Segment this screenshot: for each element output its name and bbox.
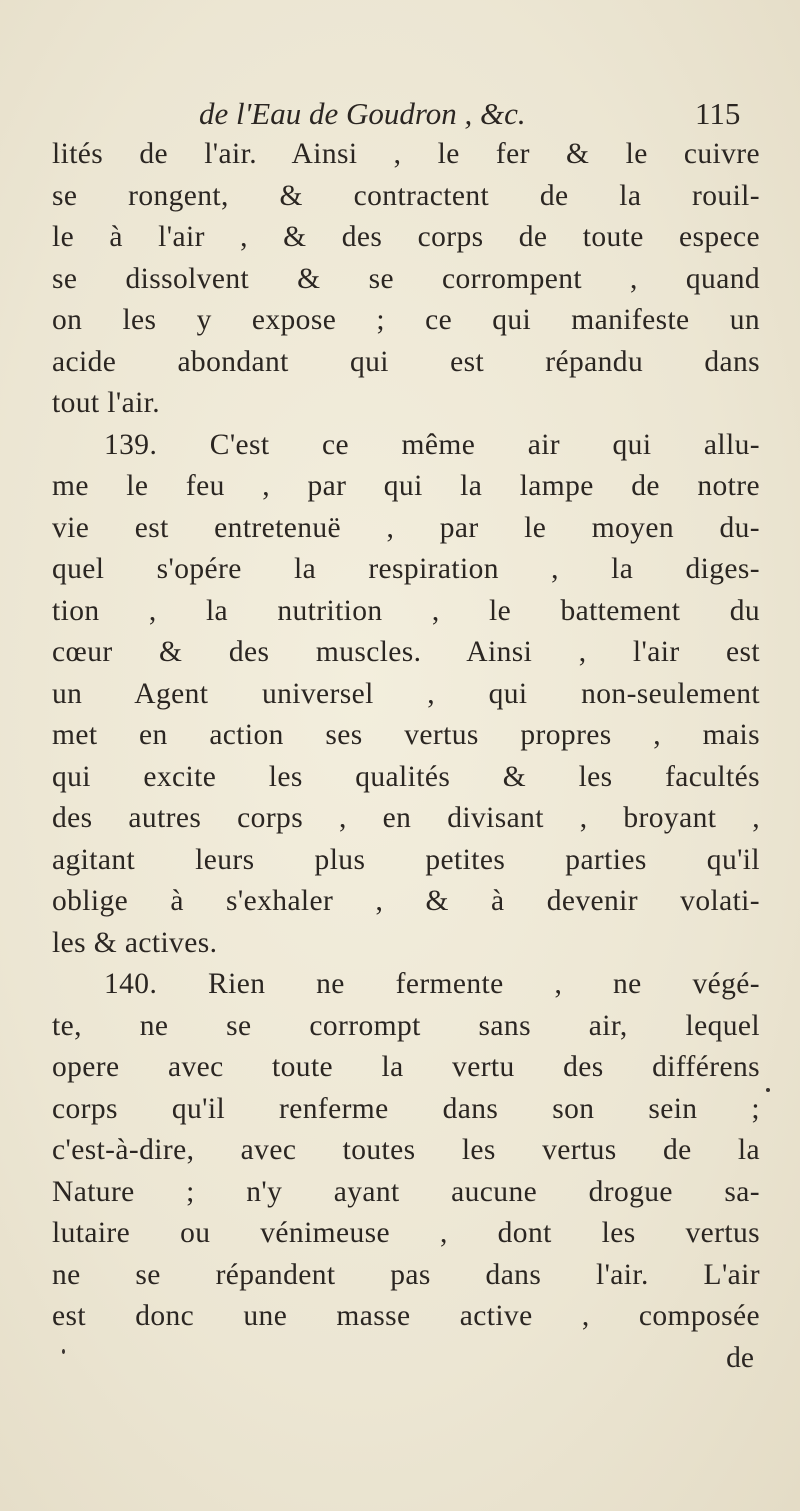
catchword: de [726, 1341, 754, 1374]
text-line: lités de l'air. Ainsi , le fer & le cuivre [52, 138, 760, 170]
text-line: quel s'opére la respiration , la diges- [52, 553, 760, 585]
text-line: oblige à s'exhaler , & à devenir volati- [52, 885, 760, 917]
body-text [52, 134, 760, 1379]
text-line: acide abondant qui est répandu dans [52, 345, 760, 378]
running-head: de l'Eau de Goudron , &c. [199, 96, 526, 131]
text-line: me le feu , par qui la lampe de notre [52, 470, 760, 502]
text-line: corps qu'il renferme dans son sein ; [52, 1092, 760, 1125]
page-number: 115 [695, 96, 741, 131]
paragraph-start-line: 139. C'est ce même air qui allu- [104, 428, 760, 461]
text-line: le à l'air , & des corps de toute espece [52, 221, 760, 253]
text-line: Nature ; n'y ayant aucune drogue sa- [52, 1175, 760, 1208]
text-line: lutaire ou vénimeuse , dont les vertus [52, 1217, 760, 1249]
text-line: un Agent universel , qui non-seulement [52, 677, 760, 710]
text-line: opere avec toute la vertu des différens [52, 1051, 760, 1083]
text-line: est donc une masse active , composée [52, 1300, 760, 1332]
text-line: agitant leurs plus petites parties qu'il [52, 843, 760, 876]
text-line: tion , la nutrition , le battement du [52, 594, 760, 627]
paragraph-start-line: 140. Rien ne fermente , ne végé- [104, 968, 760, 1000]
text-line: des autres corps , en divisant , broyant , [52, 802, 760, 834]
text-line: met en action ses vertus propres , mais [52, 719, 760, 751]
text-line: se dissolvent & se corrompent , quand [52, 262, 760, 295]
text-line: qui excite les qualités & les facultés [52, 760, 760, 793]
text-line: vie est entretenuë , par le moyen du- [52, 511, 760, 544]
text-line: les & actives. [52, 926, 218, 959]
text-line: tout l'air. [52, 387, 161, 419]
page-header [0, 92, 800, 136]
text-line: cœur & des muscles. Ainsi , l'air est [52, 636, 760, 668]
text-line: ne se répandent pas dans l'air. L'air [52, 1258, 760, 1291]
text-line: on les y expose ; ce qui manifeste un [52, 304, 760, 336]
text-line: c'est-à-dire, avec toutes les vertus de la [52, 1134, 760, 1166]
text-line: te, ne se corrompt sans air, lequel [52, 1009, 760, 1042]
ink-speck [62, 1349, 65, 1354]
text-line: se rongent, & contractent de la rouil- [52, 179, 760, 212]
ink-speck [766, 1088, 770, 1092]
